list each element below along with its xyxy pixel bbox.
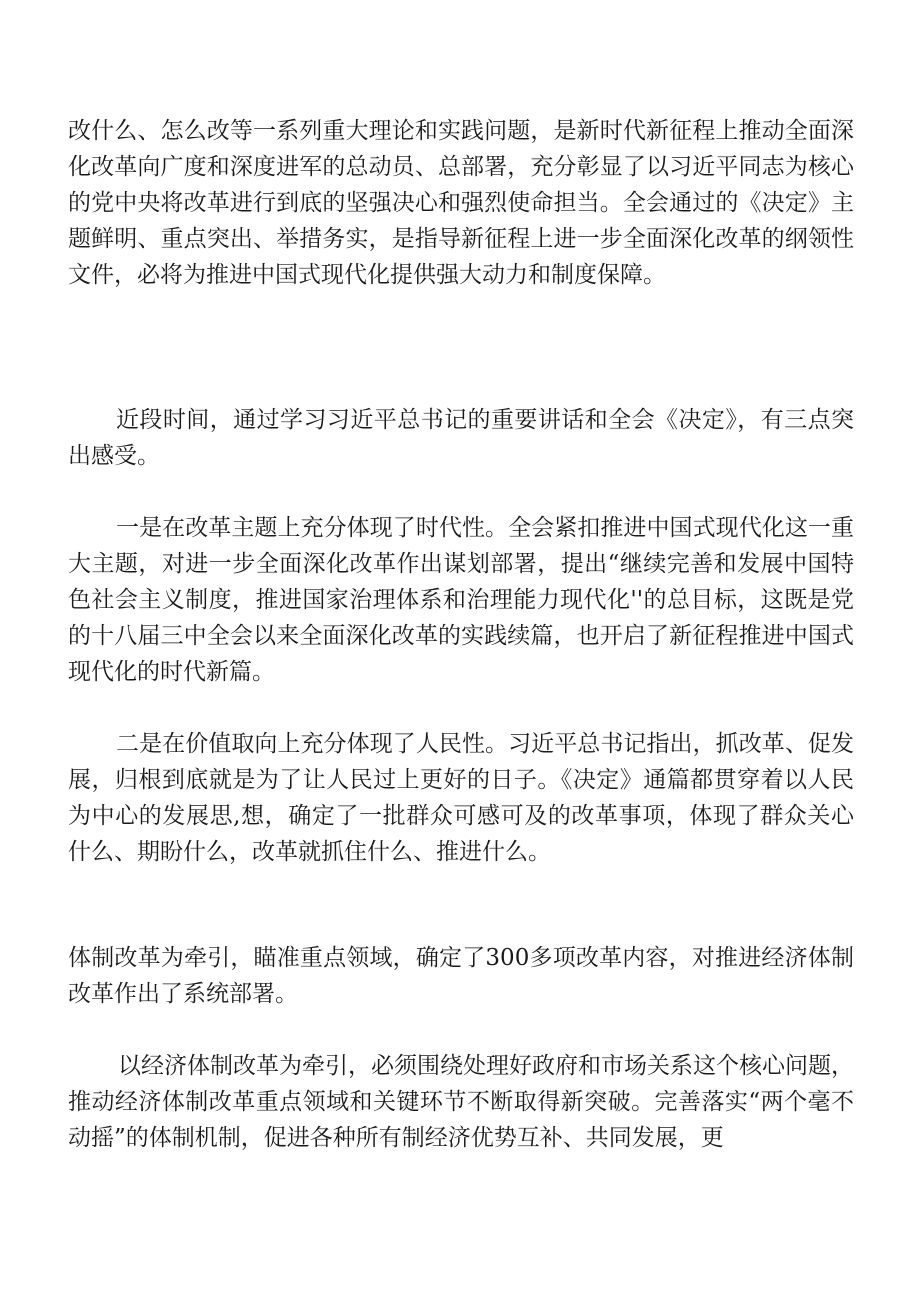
paragraph-6: 以经济体制改革为牵引，必须围绕处理好政府和市场关系这个核心问题，推动经济体制改革重点领域和关键环节不断取得新突破。完善落实“两个毫不动摇”的体制机制，促进各种所有制经济优势互补、共同发展，更	[68, 1053, 854, 1151]
paragraph-5: 体制改革为牵引，瞄准重点领域，确定了300多项改革内容，对推进经济体制改革作出了系统部署。	[68, 945, 854, 1007]
paragraph-4: 二是在价值取向上充分体现了人民性。习近平总书记指出，抓改革、促发展，归根到底就是为了让人民过上更好的日子。《决定》通篇都贯穿着以人民为中心的发展思,想，确定了一批群众可感可及的改革事项，体现了群众关心什么、期盼什么，改革就抓住什么、推进什么。	[68, 731, 854, 865]
paragraph-2: 近段时间，通过学习习近平总书记的重要讲话和全会《决定》，有三点突出感受。	[68, 407, 854, 469]
paragraph-1: 改什么、怎么改等一系列重大理论和实践问题，是新时代新征程上推动全面深化改革向广度和深度进军的总动员、总部署，充分彰显了以习近平同志为核心的党中央将改革进行到底的坚强决心和强烈使命担当。全会通过的《决定》主题鲜明、重点突出、举措务实，是指导新征程上进一步全面深化改革的纲领性文件，必将为推进中国式现代化提供强大动力和制度保障。	[68, 118, 854, 288]
paragraph-3: 一是在改革主题上充分体现了时代性。全会紧扣推进中国式现代化这一重大主题，对进一步全面深化改革作出谋划部署，提出“继续完善和发展中国特色社会主义制度，推进国家治理体系和治理能力现代化''的总目标，这既是党的十八届三中全会以来全面深化改革的实践续篇，也开启了新征程推进中国式现代化的时代新篇。	[68, 515, 854, 685]
